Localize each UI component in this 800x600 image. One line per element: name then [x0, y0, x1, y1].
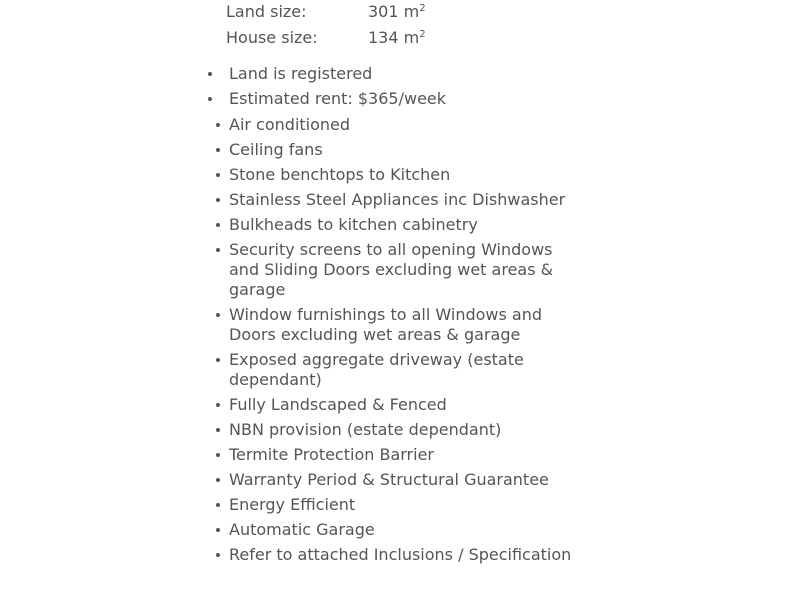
list-item: Security screens to all opening Windows and Sliding Doors excluding wet areas & garage [216, 240, 576, 300]
list-item: Window furnishings to all Windows and Doors excluding wet areas & garage [216, 305, 576, 345]
list-item: Fully Landscaped & Fenced [216, 395, 576, 415]
list-item: Energy Efficient [216, 495, 576, 515]
list-item: Refer to attached Inclusions / Specification [216, 545, 576, 565]
list-item: NBN provision (estate dependant) [216, 420, 576, 440]
spec-label: House size: [226, 28, 318, 47]
list-item: Bulkheads to kitchen cabinetry [216, 215, 576, 235]
spec-value: 134 $m^2$ [368, 28, 426, 47]
list-item: Termite Protection Barrier [216, 445, 576, 465]
spec-row-land-size [226, 2, 426, 28]
list-item: Stainless Steel Appliances inc Dishwasher [216, 190, 576, 210]
spec-label: Land size: [226, 2, 307, 21]
list-item: Stone benchtops to Kitchen [216, 165, 576, 185]
highlights-list [208, 64, 446, 114]
spec-value: 301 $m^2$ [368, 2, 426, 21]
list-item: Estimated rent: $365/week [208, 89, 446, 114]
list-item: Land is registered [208, 64, 446, 89]
list-item: Exposed aggregate driveway (estate dependant) [216, 350, 576, 390]
features-list [216, 115, 576, 570]
list-item: Automatic Garage [216, 520, 576, 540]
list-item: Ceiling fans [216, 140, 576, 160]
property-specs [226, 2, 426, 54]
list-item: Air conditioned [216, 115, 576, 135]
list-item: Warranty Period & Structural Guarantee [216, 470, 576, 490]
spec-row-house-size [226, 28, 426, 54]
